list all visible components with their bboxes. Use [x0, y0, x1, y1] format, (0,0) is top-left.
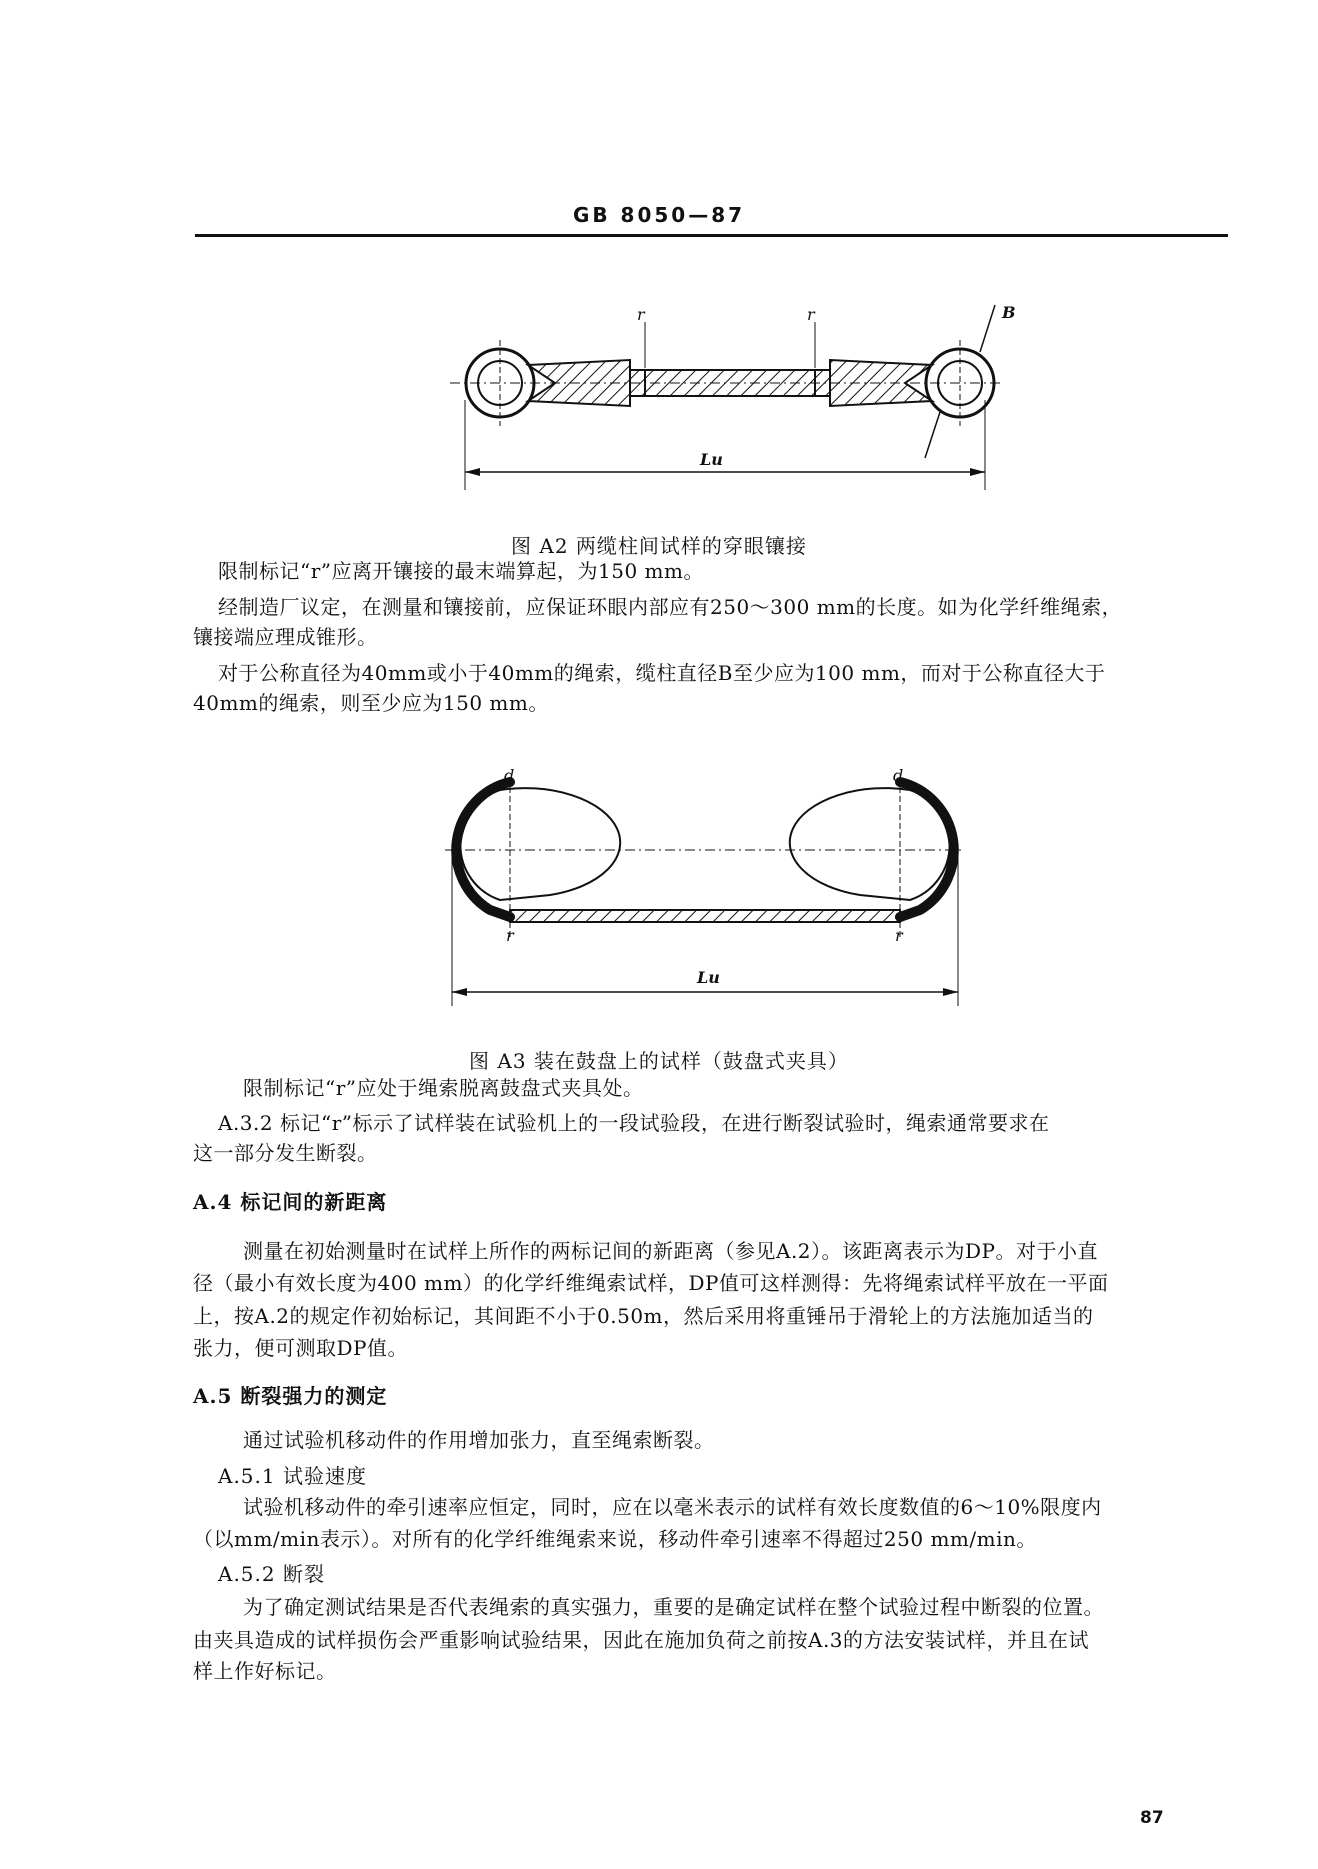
section-a52-line-3: 样上作好标记。: [193, 1659, 337, 1683]
page-number: 87: [1140, 1808, 1164, 1828]
section-a5-intro: 通过试验机移动件的作用增加张力，直至绳索断裂。: [243, 1428, 715, 1452]
section-a4-line-2: 径（最小有效长度为400 mm）的化学纤维绳索试样，DP值可这样测得：先将绳索试样平放在一平面: [193, 1271, 1109, 1295]
para-a3-line-3: 这一部分发生断裂。: [193, 1141, 378, 1165]
figure-a2-drawing: [440, 300, 1020, 500]
para-a2-line-4: 对于公称直径为40mm或小于40mm的绳索，缆柱直径B至少应为100 mm，而对于公称直径大于: [218, 661, 1106, 685]
figure-a3-r-right: r: [895, 926, 903, 945]
section-a51-line-1: 试验机移动件的牵引速率应恒定，同时，应在以毫米表示的试样有效长度数值的6～10%限度内: [243, 1495, 1102, 1519]
para-a2-line-3: 镶接端应理成锥形。: [193, 625, 378, 649]
section-a51-line-2: （以mm/min表示）。对所有的化学纤维绳索来说，移动件牵引速率不得超过250 mm/min。: [193, 1527, 1037, 1551]
section-a52-heading: A.5.2 断裂: [218, 1562, 325, 1586]
section-a4-heading: A.4 标记间的新距离: [193, 1190, 388, 1214]
section-a5-heading: A.5 断裂强力的测定: [193, 1384, 388, 1408]
section-a4-line-3: 上，按A.2的规定作初始标记，其间距不小于0.50m，然后采用将重锤吊于滑轮上的方法施加适当的: [193, 1304, 1094, 1328]
figure-a3-r-left: r: [506, 926, 514, 945]
para-a2-line-2: 经制造厂议定，在测量和镶接前，应保证环眼内部应有250～300 mm的长度。如为化学纤维绳索，: [218, 595, 1123, 619]
figure-a2-b-label: B: [1002, 303, 1016, 322]
document-code: GB 8050—87: [572, 203, 746, 227]
section-a4-line-1: 测量在初始测量时在试样上所作的两标记间的新距离（参见A.2）。该距离表示为DP。对于小直: [243, 1239, 1099, 1263]
figure-a3-caption: 图 A3 装在鼓盘上的试样（鼓盘式夹具）: [469, 1049, 849, 1073]
section-a52-line-1: 为了确定测试结果是否代表绳索的真实强力，重要的是确定试样在整个试验过程中断裂的位置。: [243, 1595, 1104, 1619]
section-a51-heading: A.5.1 试验速度: [218, 1464, 367, 1488]
section-a4-line-4: 张力，便可测取DP值。: [193, 1336, 408, 1360]
figure-a2-r-left: r: [637, 305, 645, 324]
figure-a3-d-left: d: [504, 766, 515, 785]
para-a3-line-1: 限制标记“r”应处于绳索脱离鼓盘式夹具处。: [243, 1076, 644, 1100]
figure-a2-r-right: r: [807, 305, 815, 324]
figure-a2-caption: 图 A2 两缆柱间试样的穿眼镶接: [511, 534, 807, 558]
section-a52-line-2: 由夹具造成的试样损伤会严重影响试验结果，因此在施加负荷之前按A.3的方法安装试样，并且在试: [193, 1628, 1090, 1652]
figure-a3-lu-label: Lu: [697, 968, 720, 987]
figure-a3-d-right: d: [893, 766, 904, 785]
figure-a2-lu-label: Lu: [700, 450, 723, 469]
para-a3-line-2: A.3.2 标记“r”标示了试样装在试验机上的一段试验段，在进行断裂试验时，绳索通常要求在: [218, 1111, 1050, 1135]
header-rule: [195, 234, 1228, 237]
figure-a2: [440, 300, 1020, 500]
para-a2-line-1: 限制标记“r”应离开镶接的最末端算起，为150 mm。: [218, 559, 704, 583]
para-a2-line-5: 40mm的绳索，则至少应为150 mm。: [193, 691, 549, 715]
